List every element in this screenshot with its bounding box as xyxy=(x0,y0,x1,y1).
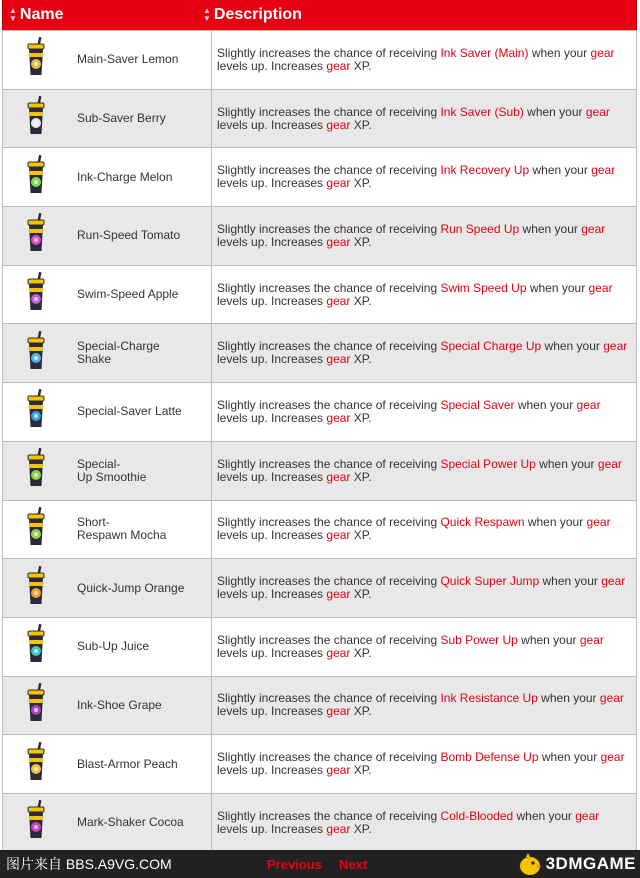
gear-link[interactable]: gear xyxy=(579,632,604,647)
description-text: levels up. Increases xyxy=(217,587,327,602)
drink-description xyxy=(212,383,637,442)
table-row xyxy=(3,735,637,794)
drink-name: Main-Saver Lemon xyxy=(69,31,212,90)
ability-link[interactable]: Special Saver xyxy=(440,397,515,412)
description-text: levels up. Increases xyxy=(217,352,327,367)
description-text: levels up. Increases xyxy=(217,704,327,719)
shake-drink-icon xyxy=(3,324,70,383)
description-text: levels up. Increases xyxy=(217,469,327,484)
table-row xyxy=(3,676,637,735)
drink-description xyxy=(212,324,637,383)
description-text: XP. xyxy=(350,587,372,602)
description-text: levels up. Increases xyxy=(217,176,327,191)
drink-name: Sub-Up Juice xyxy=(69,617,212,676)
description-text: XP. xyxy=(350,763,372,778)
drink-description xyxy=(212,89,637,148)
peach-drink-icon xyxy=(3,735,70,794)
gear-link[interactable]: gear xyxy=(326,176,351,191)
ability-link[interactable]: Special Power Up xyxy=(440,456,536,471)
table-row xyxy=(3,207,637,266)
description-text: levels up. Increases xyxy=(217,410,327,425)
description-text: levels up. Increases xyxy=(217,763,327,778)
description-text: Slightly increases the chance of receiving xyxy=(217,515,441,530)
gear-link[interactable]: gear xyxy=(600,750,625,765)
gear-link[interactable]: gear xyxy=(326,821,351,836)
drink-name: Short- Respawn Mocha xyxy=(69,500,212,559)
gear-link[interactable]: gear xyxy=(591,163,616,178)
drink-table xyxy=(2,30,637,853)
drink-name: Swim-Speed Apple xyxy=(69,265,212,324)
gear-link[interactable]: gear xyxy=(581,221,606,236)
description-text: when your xyxy=(513,808,576,823)
drink-name: Run-Speed Tomato xyxy=(69,207,212,266)
next-link[interactable]: Next xyxy=(339,856,368,872)
description-text: levels up. Increases xyxy=(217,528,327,543)
table-row xyxy=(3,89,637,148)
table-row xyxy=(3,265,637,324)
table-row xyxy=(3,324,637,383)
berry-drink-icon xyxy=(3,89,70,148)
latte-drink-icon xyxy=(3,383,70,442)
description-text: XP. xyxy=(350,528,372,543)
ability-link[interactable]: Ink Saver (Main) xyxy=(440,45,529,60)
gear-link[interactable]: gear xyxy=(326,58,351,73)
description-text: Slightly increases the chance of receiving xyxy=(217,808,441,823)
description-text: XP. xyxy=(350,410,372,425)
description-text: when your xyxy=(524,515,587,530)
table-row xyxy=(3,559,637,618)
description-text: XP. xyxy=(350,293,372,308)
description-text: XP. xyxy=(350,645,372,660)
description-text: levels up. Increases xyxy=(217,821,327,836)
tomato-drink-icon xyxy=(3,207,70,266)
description-text: Slightly increases the chance of receiving xyxy=(217,397,441,412)
gear-link[interactable]: gear xyxy=(326,645,351,660)
description-text: levels up. Increases xyxy=(217,234,327,249)
gear-link[interactable]: gear xyxy=(326,763,351,778)
gear-link[interactable]: gear xyxy=(326,410,351,425)
description-text: Slightly increases the chance of receiving xyxy=(217,632,441,647)
description-text: XP. xyxy=(350,352,372,367)
melon-drink-icon xyxy=(3,148,70,207)
ability-link[interactable]: Run Speed Up xyxy=(440,221,520,236)
description-text: Slightly increases the chance of receiving xyxy=(217,574,441,589)
source-credit: 图片来自 BBS.A9VG.COM xyxy=(6,856,172,872)
description-column-header[interactable]: ▲ ▼ Description xyxy=(203,6,302,23)
description-text: when your xyxy=(541,339,604,354)
description-text: XP. xyxy=(350,821,372,836)
ability-link[interactable]: Ink Recovery Up xyxy=(440,163,530,178)
description-text: XP. xyxy=(350,704,372,719)
gear-link[interactable]: gear xyxy=(599,691,624,706)
drink-description xyxy=(212,500,637,559)
ability-link[interactable]: Sub Power Up xyxy=(440,632,518,647)
gear-link[interactable]: gear xyxy=(326,117,351,132)
description-text: levels up. Increases xyxy=(217,58,327,73)
description-text: when your xyxy=(526,280,589,295)
table-row xyxy=(3,500,637,559)
drink-name: Special-Charge Shake xyxy=(69,324,212,383)
gear-link[interactable]: gear xyxy=(326,293,351,308)
ability-link[interactable]: Quick Super Jump xyxy=(440,574,540,589)
description-text: when your xyxy=(528,45,591,60)
description-text: XP. xyxy=(350,469,372,484)
sort-icon: ▲ ▼ xyxy=(9,6,17,23)
apple-drink-icon xyxy=(3,265,70,324)
description-text: when your xyxy=(535,456,598,471)
footer-bar xyxy=(0,850,640,878)
drink-name: Mark-Shaker Cocoa xyxy=(69,793,212,852)
description-text: levels up. Increases xyxy=(217,117,327,132)
description-text: levels up. Increases xyxy=(217,645,327,660)
description-text: Slightly increases the chance of receiving xyxy=(217,456,441,471)
description-text: Slightly increases the chance of receiving xyxy=(217,339,441,354)
gear-link[interactable]: gear xyxy=(326,528,351,543)
drink-name: Special- Up Smoothie xyxy=(69,441,212,500)
lemon-drink-icon xyxy=(3,31,70,90)
drink-description xyxy=(212,265,637,324)
gear-link[interactable]: gear xyxy=(590,45,615,60)
drink-description xyxy=(212,207,637,266)
table-row xyxy=(3,148,637,207)
description-text: when your xyxy=(538,750,601,765)
gear-link[interactable]: gear xyxy=(326,704,351,719)
sort-icon: ▲ ▼ xyxy=(203,6,211,23)
description-text: Slightly increases the chance of receiving xyxy=(217,691,441,706)
ability-link[interactable]: Ink Resistance Up xyxy=(440,691,538,706)
ability-link[interactable]: Swim Speed Up xyxy=(440,280,527,295)
ability-link[interactable]: Quick Respawn xyxy=(440,515,525,530)
description-text: when your xyxy=(537,691,600,706)
drink-description xyxy=(212,559,637,618)
ability-link[interactable]: Cold-Blooded xyxy=(440,808,514,823)
gear-link[interactable]: gear xyxy=(601,574,626,589)
gear-link[interactable]: gear xyxy=(326,234,351,249)
gear-link[interactable]: gear xyxy=(585,104,610,119)
ability-link[interactable]: Special Charge Up xyxy=(440,339,542,354)
gear-link[interactable]: gear xyxy=(326,352,351,367)
description-text: levels up. Increases xyxy=(217,293,327,308)
drink-name: Special-Saver Latte xyxy=(69,383,212,442)
chick-mascot-icon xyxy=(517,852,543,876)
drink-description xyxy=(212,676,637,735)
drink-name: Sub-Saver Berry xyxy=(69,89,212,148)
grape-drink-icon xyxy=(3,676,70,735)
table-row xyxy=(3,441,637,500)
previous-link[interactable]: Previous xyxy=(267,856,322,872)
description-text: XP. xyxy=(350,176,372,191)
drink-table-container xyxy=(2,0,637,853)
description-text: when your xyxy=(523,104,586,119)
gear-link[interactable]: gear xyxy=(597,456,622,471)
gear-link[interactable]: gear xyxy=(588,280,613,295)
orange-drink-icon xyxy=(3,559,70,618)
description-text: XP. xyxy=(350,234,372,249)
table-row xyxy=(3,31,637,90)
drink-description xyxy=(212,735,637,794)
drink-description xyxy=(212,31,637,90)
gear-link[interactable]: gear xyxy=(586,515,611,530)
description-text: when your xyxy=(539,574,602,589)
table-row xyxy=(3,383,637,442)
description-text: Slightly increases the chance of receiving xyxy=(217,163,441,178)
drink-name: Blast-Armor Peach xyxy=(69,735,212,794)
description-text: Slightly increases the chance of receiving xyxy=(217,104,441,119)
description-text: XP. xyxy=(350,117,372,132)
description-text: Slightly increases the chance of receiving xyxy=(217,221,441,236)
description-text: Slightly increases the chance of receiving xyxy=(217,750,441,765)
ability-link[interactable]: Bomb Defense Up xyxy=(440,750,539,765)
site-logo: 3DMGAME xyxy=(517,852,636,876)
drink-name: Ink-Charge Melon xyxy=(69,148,212,207)
description-text: XP. xyxy=(350,58,372,73)
table-row xyxy=(3,617,637,676)
gear-link[interactable]: gear xyxy=(576,397,601,412)
table-header xyxy=(2,0,637,30)
description-text: Slightly increases the chance of receiving xyxy=(217,280,441,295)
drink-description xyxy=(212,441,637,500)
drink-description xyxy=(212,793,637,852)
drink-description xyxy=(212,617,637,676)
drink-name: Ink-Shoe Grape xyxy=(69,676,212,735)
description-text: Slightly increases the chance of receiving xyxy=(217,45,441,60)
cocoa-drink-icon xyxy=(3,793,70,852)
drink-description xyxy=(212,148,637,207)
name-column-header[interactable]: ▲ ▼ Name xyxy=(9,6,64,23)
smoothie-drink-icon xyxy=(3,441,70,500)
juice-drink-icon xyxy=(3,617,70,676)
gear-link[interactable]: gear xyxy=(326,587,351,602)
description-text: when your xyxy=(519,221,582,236)
table-row xyxy=(3,793,637,852)
description-text: when your xyxy=(514,397,577,412)
description-text: when your xyxy=(529,163,592,178)
gear-link[interactable]: gear xyxy=(326,469,351,484)
ability-link[interactable]: Ink Saver (Sub) xyxy=(440,104,524,119)
mocha-drink-icon xyxy=(3,500,70,559)
description-text: when your xyxy=(517,632,580,647)
gear-link[interactable]: gear xyxy=(575,808,600,823)
drink-name: Quick-Jump Orange xyxy=(69,559,212,618)
gear-link[interactable]: gear xyxy=(603,339,628,354)
